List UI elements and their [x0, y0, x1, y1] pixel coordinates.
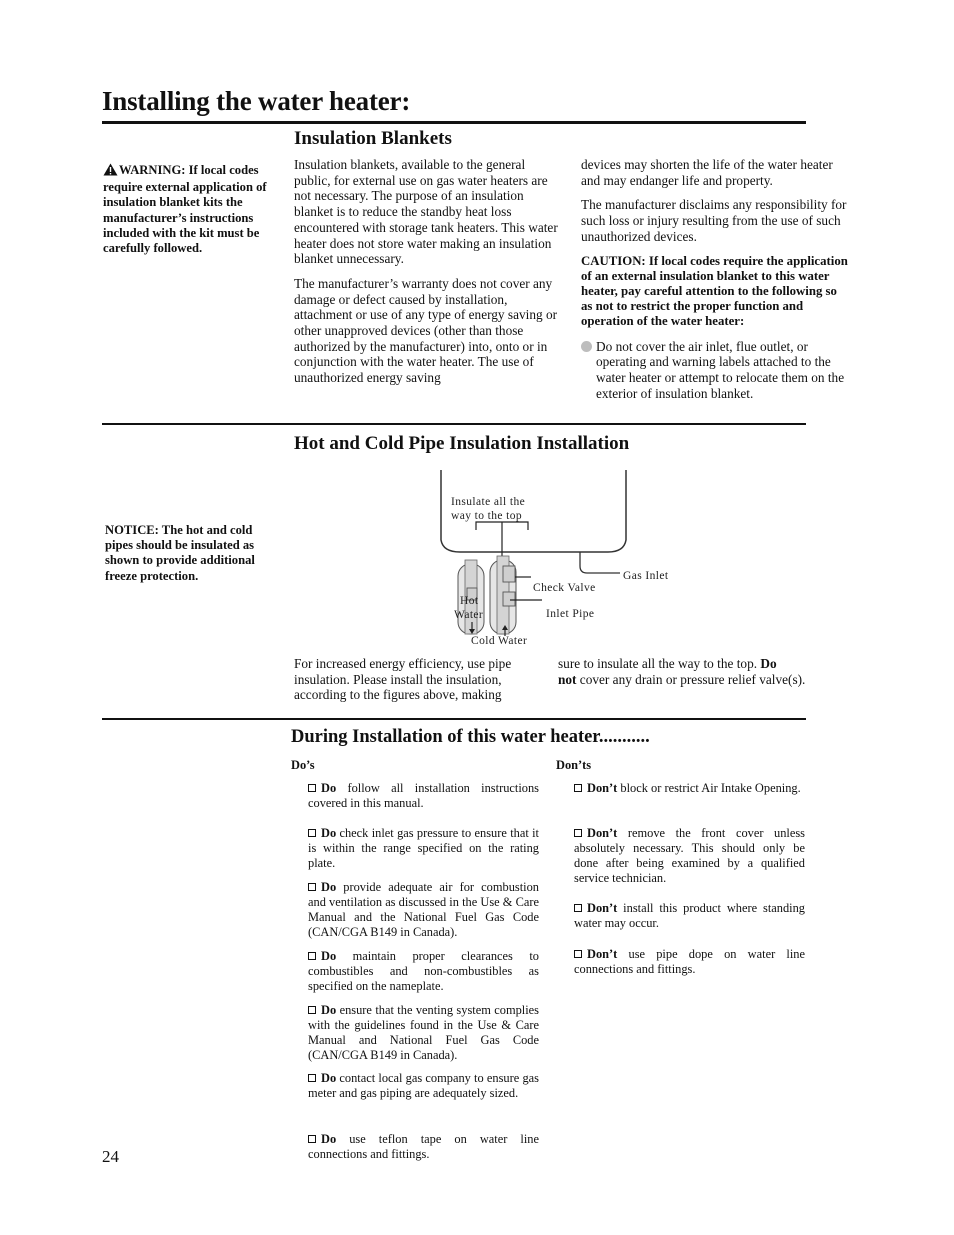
donts-list — [574, 781, 805, 1001]
section-rule-1 — [102, 423, 806, 425]
item-keyword: Do — [321, 1132, 337, 1146]
list-item — [308, 781, 539, 811]
label-inlet-pipe: Inlet Pipe — [546, 608, 595, 620]
label-hot: Hot — [460, 595, 479, 607]
item-keyword: Don’t — [587, 901, 618, 915]
pipe-text-not: not — [558, 671, 577, 687]
label-cold-water: Cold Water — [471, 635, 528, 647]
page-title: Installing the water heater: — [102, 86, 411, 116]
item-keyword: Don’t — [587, 947, 618, 961]
checkbox-icon — [574, 950, 582, 958]
pipe-diagram — [430, 470, 690, 655]
item-keyword: Do — [321, 1071, 337, 1085]
item-text: block or restrict Air Intake Opening. — [617, 781, 801, 795]
checkbox-icon — [308, 784, 316, 792]
item-text: follow all installation instructions covered in this manual. — [308, 781, 539, 810]
item-keyword: Don’t — [587, 781, 618, 795]
item-keyword: Do — [321, 826, 337, 840]
pipe-text-left: For increased energy efficiency, use pipe insulation. Please install the insulation, according to the figures above, making — [294, 656, 512, 703]
list-item — [308, 826, 539, 871]
section-rule-2 — [102, 718, 806, 720]
list-item — [308, 949, 539, 994]
item-keyword: Do — [321, 781, 337, 795]
pipe-text-do: Do — [760, 656, 777, 671]
item-keyword: Do — [321, 949, 337, 963]
item-text: remove the front cover unless absolutely necessary. This should only be done after being examined by a qualified service technician. — [574, 826, 805, 885]
list-item — [308, 1071, 539, 1101]
notice-note: NOTICE: The hot and cold pipes should be insulated as shown to provide additional freeze protection. — [105, 523, 255, 583]
list-item — [308, 1003, 539, 1063]
warning-note — [103, 163, 279, 256]
checkbox-icon — [308, 952, 316, 960]
checkbox-icon — [308, 1006, 316, 1014]
caution-text: CAUTION: If local codes require the application of an external insulation blanket to this water heater, pay careful attention to the following so as not to restrict the proper function and operation of the water heater: — [581, 253, 848, 329]
pipe-text-right — [558, 656, 808, 687]
label-gas-inlet: Gas Inlet — [623, 570, 669, 582]
pipe-text-right-b: cover any drain or pressure relief valve(s). — [576, 671, 806, 687]
insulation-para-4: The manufacturer disclaims any responsibility for such loss or injury resulting from the use of such unauthorized devices. — [581, 197, 847, 244]
checkbox-icon — [308, 1135, 316, 1143]
pipe-heading: Hot and Cold Pipe Insulation Installation — [294, 433, 630, 454]
checkbox-icon — [574, 904, 582, 912]
label-insulate-2: way to the top — [451, 510, 523, 522]
donts-label: Don’ts — [556, 758, 592, 772]
item-text: maintain proper clearances to combustibles and non-combustibles as specified on the nameplate. — [308, 949, 539, 993]
item-text: use pipe dope on water line connections and fittings. — [574, 947, 805, 976]
page-number: 24 — [102, 1147, 119, 1166]
dos-list — [308, 781, 539, 1181]
checkbox-icon — [308, 829, 316, 837]
insulation-heading: Insulation Blankets — [294, 128, 452, 149]
insulation-para-1: Insulation blankets, available to the general public, for external use on gas water heaters are not necessary. The purpose of an insulation blanket is to reduce the standby heat loss encountered with storage tank heaters. This water heater does not store water making an insulation blanket unnecessary. — [294, 157, 558, 267]
caution-bullet — [581, 339, 851, 402]
title-rule — [102, 121, 806, 124]
list-item — [308, 1132, 539, 1162]
warning-text: WARNING: If local codes require external application of insulation blanket kits the manufacturer’s instructions included with the kit must be carefully followed. — [103, 163, 267, 256]
label-insulate-1: Insulate all the — [451, 496, 526, 508]
item-text: contact local gas company to ensure gas meter and gas piping are adequately sized. — [308, 1071, 539, 1100]
checkbox-icon — [308, 883, 316, 891]
list-item — [574, 947, 805, 977]
dos-label: Do’s — [291, 758, 315, 772]
item-text: provide adequate air for combustion and ventilation as discussed in the Use & Care Manual and the National Fuel Gas Code (CAN/CGA B149 in Canada). — [308, 880, 539, 939]
item-text: use teflon tape on water line connections and fittings. — [308, 1132, 539, 1161]
item-keyword: Do — [321, 1003, 337, 1017]
insulation-col1 — [294, 157, 562, 395]
label-water: Water — [454, 609, 484, 621]
during-heading: During Installation of this water heater........... — [291, 727, 650, 747]
item-keyword: Do — [321, 880, 337, 894]
insulation-para-3: devices may shorten the life of the water heater and may endanger life and property. — [581, 157, 833, 188]
caution-bullet-text: Do not cover the air inlet, flue outlet, or operating and warning labels attached to the water heater or attempt to relocate them on the exterior of insulation blanket. — [596, 338, 845, 401]
list-item — [574, 901, 805, 931]
insulation-col2 — [581, 157, 851, 401]
insulation-para-2: The manufacturer’s warranty does not cover any damage or defect caused by installation, attachment or use of any type of energy saving or other unapproved devices (other than those authorized by the manufacturer) into, onto or in conjunction with the water heater. The use of unauthorized energy saving — [294, 275, 558, 386]
list-item — [574, 781, 805, 796]
checkbox-icon — [574, 829, 582, 837]
list-item — [574, 826, 805, 886]
bullet-dot-icon — [581, 341, 592, 352]
item-text: install this product where standing water may occur. — [574, 901, 805, 930]
checkbox-icon — [308, 1074, 316, 1082]
item-text: ensure that the venting system complies with the guidelines found in the Use & Care Manual and National Fuel Gas Code (CAN/CGA B149 in Canada). — [308, 1003, 539, 1062]
item-keyword: Don’t — [587, 826, 618, 840]
item-text: check inlet gas pressure to ensure that it is within the range specified on the rating plate. — [308, 826, 539, 870]
checkbox-icon — [574, 784, 582, 792]
warning-icon — [103, 163, 118, 180]
list-item — [308, 880, 539, 940]
label-check-valve: Check Valve — [533, 582, 596, 594]
pipe-text-right-a: sure to insulate all the way to the top. — [558, 656, 761, 671]
